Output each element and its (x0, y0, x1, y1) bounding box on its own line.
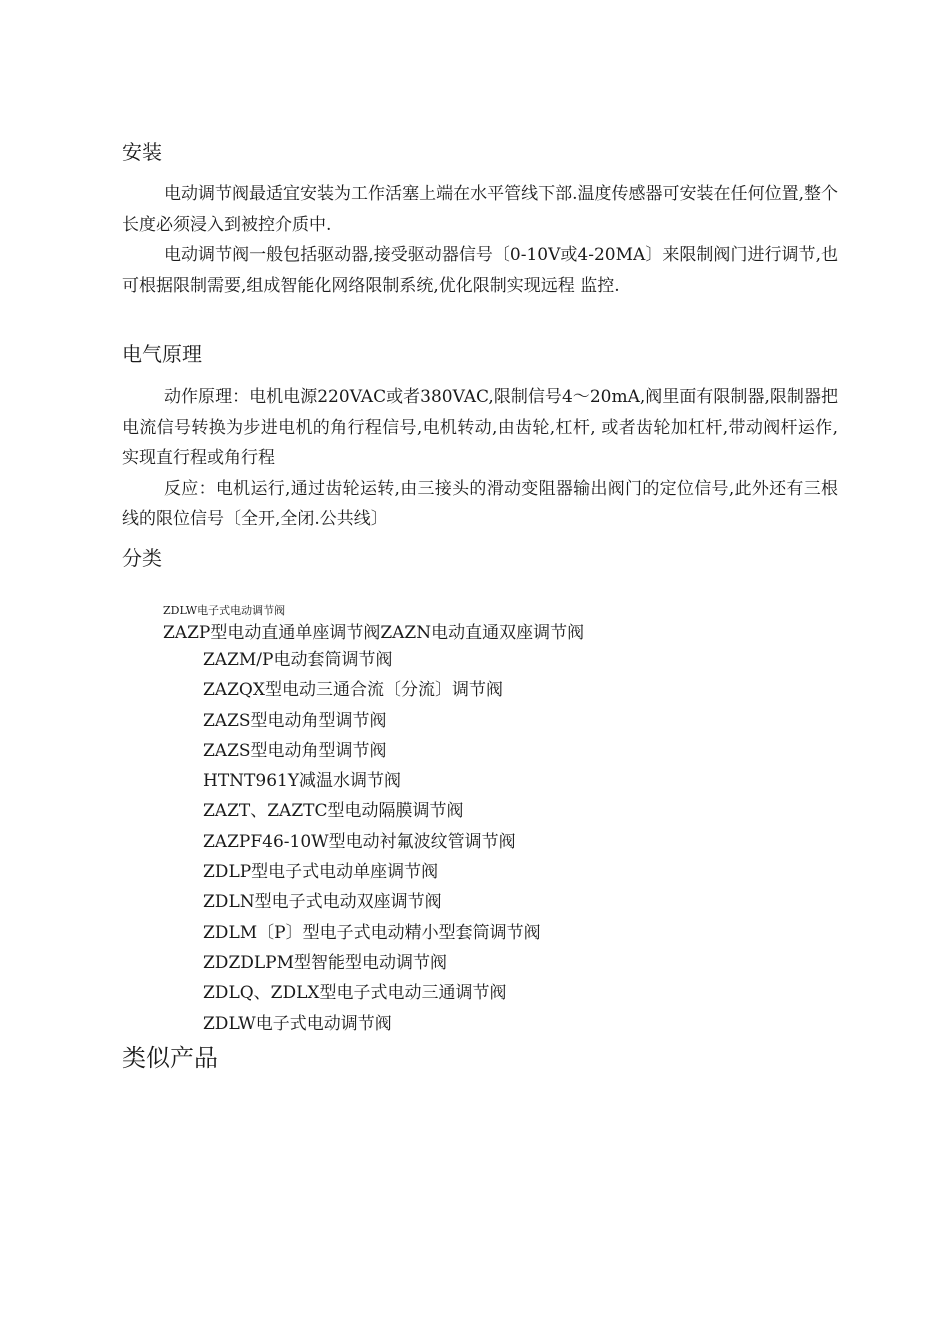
classification-list (203, 645, 541, 1039)
list-item: ZDLM〔P〕型电子式电动精小型套筒调节阀 (203, 922, 541, 943)
electrical-paragraph-2: 反应：电机运行,通过齿轮运转,由三接头的滑动变阻器输出阀门的定位信号,此外还有三根线的限位信号〔全开,全闭.公共线〕 (122, 478, 838, 529)
list-item: ZDLN型电子式电动双座调节阀 (203, 892, 442, 913)
list-item: ZAZM/P电动套筒调节阀 (203, 650, 393, 670)
install-paragraph-2: 电动调节阀一般包括驱动器,接受驱动器信号〔0-10V或4-20MA〕来限制阀门进行调节,也可根据限制需要,组成智能化网络限制系统,优化限制实现远程 监控. (122, 245, 838, 296)
list-item: HTNT961Y减温水调节阀 (203, 771, 402, 792)
list-item: ZAZS型电动角型调节阀 (203, 710, 387, 731)
list-item: ZAZPF46-10W型电动衬氟波纹管调节阀 (203, 831, 516, 852)
list-item: ZDZDLPM型智能型电动调节阀 (203, 952, 448, 973)
list-item: ZAZS型电动角型调节阀 (203, 740, 387, 761)
list-item: ZAZQX型电动三通合流〔分流〕调节阀 (203, 680, 503, 701)
section-heading-install: 安装 (122, 140, 162, 164)
electrical-paragraph-1: 动作原理：电机电源220VAC或者380VAC,限制信号4〜20mA,阀里面有限制器,限制器把电流信号转换为步进电机的角行程信号,电机转动,由齿轮,杠杆, 或者齿轮加杠杆,带动阀杆运作,实现直行程或角行程 (122, 387, 838, 468)
classification-first-line: ZAZP型电动直通单座调节阀ZAZN电动直通双座调节阀 (163, 623, 585, 643)
list-item: ZDLQ、ZDLX型电子式电动三通调节阀 (203, 983, 507, 1004)
electrical-body (122, 382, 838, 535)
list-item: ZDLW电子式电动调节阀 (203, 1013, 392, 1034)
list-item: ZDLP型电子式电动单座调节阀 (203, 862, 439, 883)
section-heading-similar-products: 类似产品 (122, 1044, 218, 1072)
section-heading-classification: 分类 (122, 546, 162, 570)
classification-small-caption: ZDLW电子式电动调节阀 (163, 604, 286, 617)
install-paragraph-1: 电动调节阀最适宜安装为工作活塞上端在水平管线下部.温度传感器可安装在任何位置,整个长度必须浸入到被控介质中. (122, 184, 838, 235)
section-heading-electrical: 电气原理 (122, 342, 202, 366)
install-body (122, 179, 838, 301)
list-item: ZAZT、ZAZTC型电动隔膜调节阀 (203, 801, 464, 822)
